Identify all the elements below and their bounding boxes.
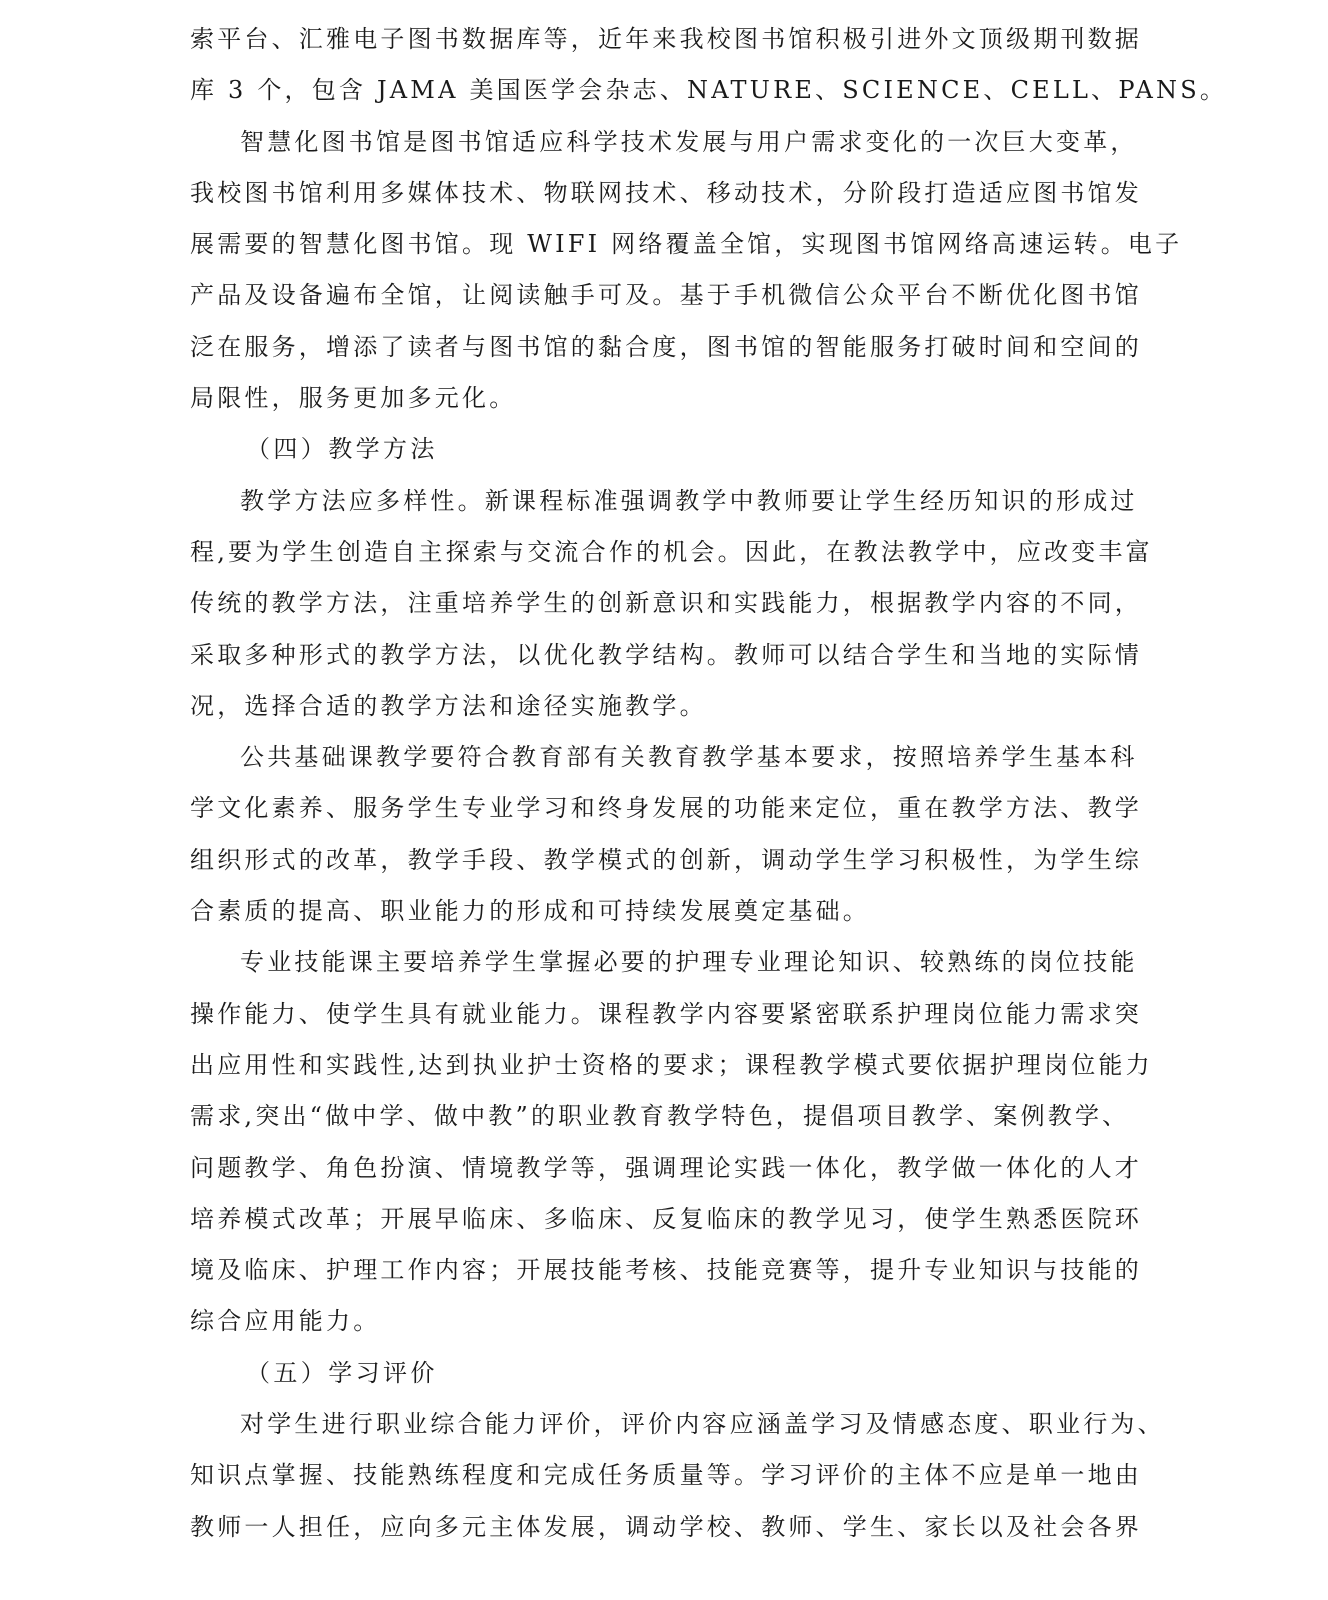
document-page (190, 14, 1228, 1553)
text-line: 采取多种形式的教学方法，以优化教学结构。教师可以结合学生和当地的实际情 (190, 640, 1142, 669)
text-line: 智慧化图书馆是图书馆适应科学技术发展与用户需求变化的一次巨大变革， (240, 127, 1138, 156)
text-line: 公共基础课教学要符合教育部有关教育教学基本要求，按照培养学生基本科 (240, 743, 1138, 772)
paragraph-smart-library (190, 117, 1183, 425)
text-line: 教师一人担任，应向多元主体发展，调动学校、教师、学生、家长以及社会各界 (190, 1512, 1142, 1541)
text-line: 展需要的智慧化图书馆。现 WIFI 网络覆盖全馆，实现图书馆网络高速运转。电子 (190, 230, 1183, 259)
text-line: 对学生进行职业综合能力评价，评价内容应涵盖学习及情感态度、职业行为、 (240, 1410, 1165, 1439)
text-line: 传统的教学方法，注重培养学生的创新意识和实践能力，根据教学内容的不同， (190, 589, 1142, 618)
text-line: 问题教学、角色扮演、情境教学等，强调理论实践一体化，教学做一体化的人才 (190, 1153, 1142, 1182)
text-line: 学文化素养、服务学生专业学习和终身发展的功能来定位，重在教学方法、教学 (190, 794, 1142, 823)
text-line: 合素质的提高、职业能力的形成和可持续发展奠定基础。 (190, 897, 870, 926)
text-line: 产品及设备遍布全馆，让阅读触手可及。基于手机微信公众平台不断优化图书馆 (190, 281, 1142, 310)
text-line: 需求,突出“做中学、做中教”的职业教育教学特色，提倡项目教学、案例教学、 (190, 1102, 1130, 1131)
text-line: 库 3 个，包含 JAMA 美国医学会杂志、NATURE、SCIENCE、CELL、PANS。 (190, 76, 1228, 105)
text-line: 境及临床、护理工作内容；开展技能考核、技能竞赛等，提升专业知识与技能的 (190, 1256, 1142, 1285)
section-heading-learning-evaluation: （五）学习评价 (246, 1358, 438, 1387)
text-line: 泛在服务，增添了读者与图书馆的黏合度，图书馆的智能服务打破时间和空间的 (190, 332, 1142, 361)
text-line: 况，选择合适的教学方法和途径实施教学。 (190, 691, 707, 720)
text-line: 索平台、汇雅电子图书数据库等，近年来我校图书馆积极引进外文顶级期刊数据 (190, 25, 1142, 53)
paragraph-professional-skill-courses (190, 937, 1153, 1347)
text-line: 程,要为学生创造自主探索与交流合作的机会。因此，在教法教学中，应改变丰富 (190, 537, 1153, 566)
text-line: 专业技能课主要培养学生掌握必要的护理专业理论知识、较熟练的岗位技能 (240, 948, 1138, 977)
text-line: 教学方法应多样性。新课程标准强调教学中教师要让学生经历知识的形成过 (240, 486, 1138, 515)
text-line: 组织形式的改革，教学手段、教学模式的创新，调动学生学习积极性，为学生综 (190, 845, 1142, 874)
text-line: 出应用性和实践性,达到执业护士资格的要求；课程教学模式要依据护理岗位能力 (190, 1050, 1153, 1079)
text-line: 我校图书馆利用多媒体技术、物联网技术、移动技术，分阶段打造适应图书馆发 (190, 178, 1142, 207)
text-line: 综合应用能力。 (190, 1307, 381, 1336)
paragraph-public-basic-courses (190, 732, 1142, 937)
section-heading-teaching-methods: （四）教学方法 (246, 435, 438, 464)
paragraph-learning-evaluation (190, 1399, 1165, 1553)
text-line: 知识点掌握、技能熟练程度和完成任务质量等。学习评价的主体不应是单一地由 (190, 1461, 1142, 1490)
text-line: 局限性，服务更加多元化。 (190, 384, 517, 413)
paragraph-teaching-diversity (190, 476, 1153, 732)
text-line: 培养模式改革；开展早临床、多临床、反复临床的教学见习，使学生熟悉医院环 (190, 1204, 1142, 1233)
paragraph-library-databases-continued (190, 14, 1228, 117)
text-line: 操作能力、使学生具有就业能力。课程教学内容要紧密联系护理岗位能力需求突 (190, 999, 1142, 1028)
